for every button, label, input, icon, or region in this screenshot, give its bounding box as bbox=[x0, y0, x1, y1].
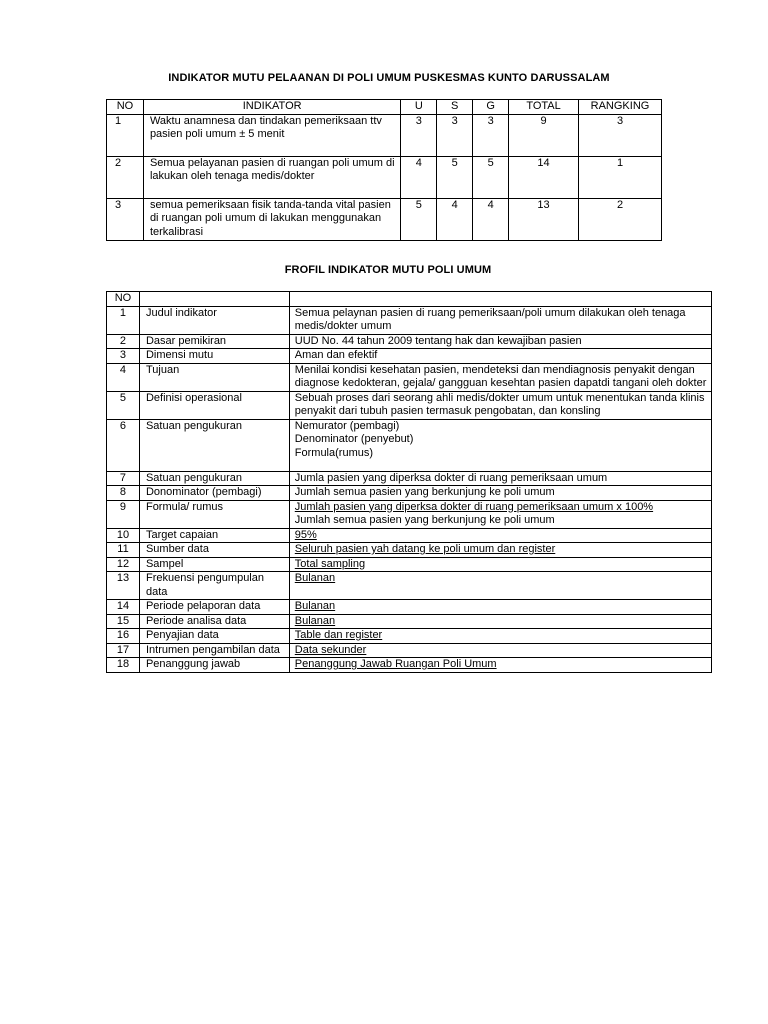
table-row bbox=[107, 306, 712, 334]
table-row bbox=[107, 629, 712, 644]
row-value bbox=[289, 528, 711, 543]
row-indikator: semua pemeriksaan fisik tanda-tanda vital pasien di ruangan poli umum di lakukan menggunakan terkalibrasi bbox=[143, 198, 400, 240]
row-value-line: Nemurator (pembagi) bbox=[294, 419, 400, 432]
row-label: Dimensi mutu bbox=[139, 349, 289, 364]
row-value-line: Total sampling bbox=[294, 557, 366, 570]
row-rangking: 3 bbox=[579, 114, 662, 156]
row-total: 13 bbox=[509, 198, 579, 240]
row-value bbox=[289, 658, 711, 673]
row-label: Satuan pengukuran bbox=[139, 419, 289, 471]
row-value-line: Denominator (penyebut) bbox=[294, 433, 414, 445]
header-no: NO bbox=[107, 292, 140, 307]
row-s: 4 bbox=[437, 198, 473, 240]
row-rangking: 2 bbox=[579, 198, 662, 240]
row-indikator: Waktu anamnesa dan tindakan pemeriksaan ttv pasien poli umum ± 5 menit bbox=[143, 114, 400, 156]
table-row bbox=[107, 471, 712, 486]
table-row bbox=[107, 198, 662, 240]
row-value-line: Semua pelaynan pasien di ruang pemeriksaan/poli umum dilakukan oleh tenaga medis/dokter umum bbox=[294, 306, 686, 332]
indicator-profile-table bbox=[106, 291, 712, 673]
row-total: 9 bbox=[509, 114, 579, 156]
row-g: 5 bbox=[473, 156, 509, 198]
table-row bbox=[107, 391, 712, 419]
row-no: 18 bbox=[107, 658, 140, 673]
header-g: G bbox=[473, 100, 509, 115]
row-label: Dasar pemikiran bbox=[139, 334, 289, 349]
header-no: NO bbox=[107, 100, 144, 115]
table-row bbox=[107, 500, 712, 528]
row-u: 3 bbox=[401, 114, 437, 156]
table-row bbox=[107, 419, 712, 471]
header-rangking: RANGKING bbox=[579, 100, 662, 115]
row-no: 15 bbox=[107, 614, 140, 629]
row-value bbox=[289, 614, 711, 629]
table-row bbox=[107, 486, 712, 501]
table-row bbox=[107, 349, 712, 364]
row-label: Satuan pengukuran bbox=[139, 471, 289, 486]
row-value-line: Seluruh pasien yah datang ke poli umum dan register bbox=[294, 543, 556, 555]
row-value-line: Data sekunder bbox=[294, 643, 367, 656]
header-s: S bbox=[437, 100, 473, 115]
row-value bbox=[289, 391, 711, 419]
row-value-line: Menilai kondisi kesehatan pasien, mendeteksi dan mendiagnosis penyakit dengan diagnose kedokteran, gejala/ gangguan kesehtan pasien dapatdi tangani oleh dokter bbox=[294, 363, 707, 389]
row-no: 14 bbox=[107, 600, 140, 615]
row-label: Tujuan bbox=[139, 363, 289, 391]
row-indikator: Semua pelayanan pasien di ruangan poli umum di lakukan oleh tenaga medis/dokter bbox=[143, 156, 400, 198]
row-value bbox=[289, 557, 711, 572]
row-no: 9 bbox=[107, 500, 140, 528]
row-u: 4 bbox=[401, 156, 437, 198]
row-s: 5 bbox=[437, 156, 473, 198]
table-header-row bbox=[107, 292, 712, 307]
row-no: 5 bbox=[107, 391, 140, 419]
row-value-line: Sebuah proses dari seorang ahli medis/dokter umum untuk menentukan tanda klinis penyakit dari tubuh pasien termasuk pengobatan, dan konsling bbox=[294, 391, 705, 417]
row-label: Periode analisa data bbox=[139, 614, 289, 629]
table-row bbox=[107, 543, 712, 558]
row-no: 6 bbox=[107, 419, 140, 471]
row-label: Periode pelaporan data bbox=[139, 600, 289, 615]
row-value bbox=[289, 629, 711, 644]
table-row bbox=[107, 557, 712, 572]
header-empty-value bbox=[289, 292, 711, 307]
row-no: 10 bbox=[107, 528, 140, 543]
table-row bbox=[107, 572, 712, 600]
row-g: 3 bbox=[473, 114, 509, 156]
table-row bbox=[107, 528, 712, 543]
row-value bbox=[289, 500, 711, 528]
row-g: 4 bbox=[473, 198, 509, 240]
table-row bbox=[107, 156, 662, 198]
header-indikator: INDIKATOR bbox=[143, 100, 400, 115]
table-row bbox=[107, 334, 712, 349]
row-value bbox=[289, 471, 711, 486]
row-value bbox=[289, 600, 711, 615]
row-no: 12 bbox=[107, 557, 140, 572]
row-value-line: 95% bbox=[294, 528, 317, 541]
table-row bbox=[107, 114, 662, 156]
row-value bbox=[289, 363, 711, 391]
row-value-line: UUD No. 44 tahun 2009 tentang hak dan kewajiban pasien bbox=[294, 334, 582, 347]
table-row bbox=[107, 643, 712, 658]
row-no: 1 bbox=[107, 114, 144, 156]
row-label: Intrumen pengambilan data bbox=[139, 643, 289, 658]
row-value bbox=[289, 349, 711, 364]
row-value bbox=[289, 419, 711, 471]
row-value-line: Bulanan bbox=[294, 600, 336, 612]
row-label: Target capaian bbox=[139, 528, 289, 543]
row-value-line: Bulanan bbox=[294, 614, 336, 627]
row-no: 17 bbox=[107, 643, 140, 658]
row-value bbox=[289, 543, 711, 558]
row-no: 16 bbox=[107, 629, 140, 644]
row-value-line: Jumla pasien yang diperksa dokter di ruang pemeriksaan umum bbox=[294, 471, 608, 484]
row-value bbox=[289, 486, 711, 501]
row-value bbox=[289, 643, 711, 658]
row-value-line: Table dan register bbox=[294, 629, 383, 641]
row-label: Sumber data bbox=[139, 543, 289, 558]
row-no: 2 bbox=[107, 334, 140, 349]
row-u: 5 bbox=[401, 198, 437, 240]
row-label: Penanggung jawab bbox=[139, 658, 289, 673]
row-rangking: 1 bbox=[579, 156, 662, 198]
row-value-line: Jumlah semua pasien yang berkunjung ke poli umum bbox=[294, 514, 555, 526]
row-no: 8 bbox=[107, 486, 140, 501]
table-header-row bbox=[107, 100, 662, 115]
row-value bbox=[289, 334, 711, 349]
row-value-line: Penanggung Jawab Ruangan Poli Umum bbox=[294, 658, 497, 670]
row-no: 1 bbox=[107, 306, 140, 334]
row-no: 7 bbox=[107, 471, 140, 486]
row-label: Sampel bbox=[139, 557, 289, 572]
row-no: 13 bbox=[107, 572, 140, 600]
indicator-ranking-table bbox=[106, 99, 662, 241]
row-value bbox=[289, 572, 711, 600]
header-empty-label bbox=[139, 292, 289, 307]
row-value-line: Aman dan efektif bbox=[294, 349, 378, 361]
table-row bbox=[107, 600, 712, 615]
row-s: 3 bbox=[437, 114, 473, 156]
row-label: Donominator (pembagi) bbox=[139, 486, 289, 501]
row-no: 11 bbox=[107, 543, 140, 558]
row-label: Frekuensi pengumpulan data bbox=[139, 572, 289, 600]
row-value-line: Jumlah pasien yang diperksa dokter di ruang pemeriksaan umum x 100% bbox=[294, 500, 654, 513]
row-value-line: Jumlah semua pasien yang berkunjung ke poli umum bbox=[294, 486, 555, 498]
table1-title: INDIKATOR MUTU PELAANAN DI POLI UMUM PUSKESMAS KUNTO DARUSSALAM bbox=[168, 72, 610, 84]
row-no: 3 bbox=[107, 198, 144, 240]
row-no: 3 bbox=[107, 349, 140, 364]
table-row bbox=[107, 658, 712, 673]
row-label: Definisi operasional bbox=[139, 391, 289, 419]
row-label: Formula/ rumus bbox=[139, 500, 289, 528]
row-no: 2 bbox=[107, 156, 144, 198]
row-no: 4 bbox=[107, 363, 140, 391]
row-value-line: Formula(rumus) bbox=[294, 446, 374, 459]
table-row bbox=[107, 363, 712, 391]
row-label: Judul indikator bbox=[139, 306, 289, 334]
row-total: 14 bbox=[509, 156, 579, 198]
row-label: Penyajian data bbox=[139, 629, 289, 644]
table2-title: FROFIL INDIKATOR MUTU POLI UMUM bbox=[284, 264, 492, 276]
header-u: U bbox=[401, 100, 437, 115]
header-total: TOTAL bbox=[509, 100, 579, 115]
row-value bbox=[289, 306, 711, 334]
table-row bbox=[107, 614, 712, 629]
row-value-line: Bulanan bbox=[294, 572, 336, 584]
